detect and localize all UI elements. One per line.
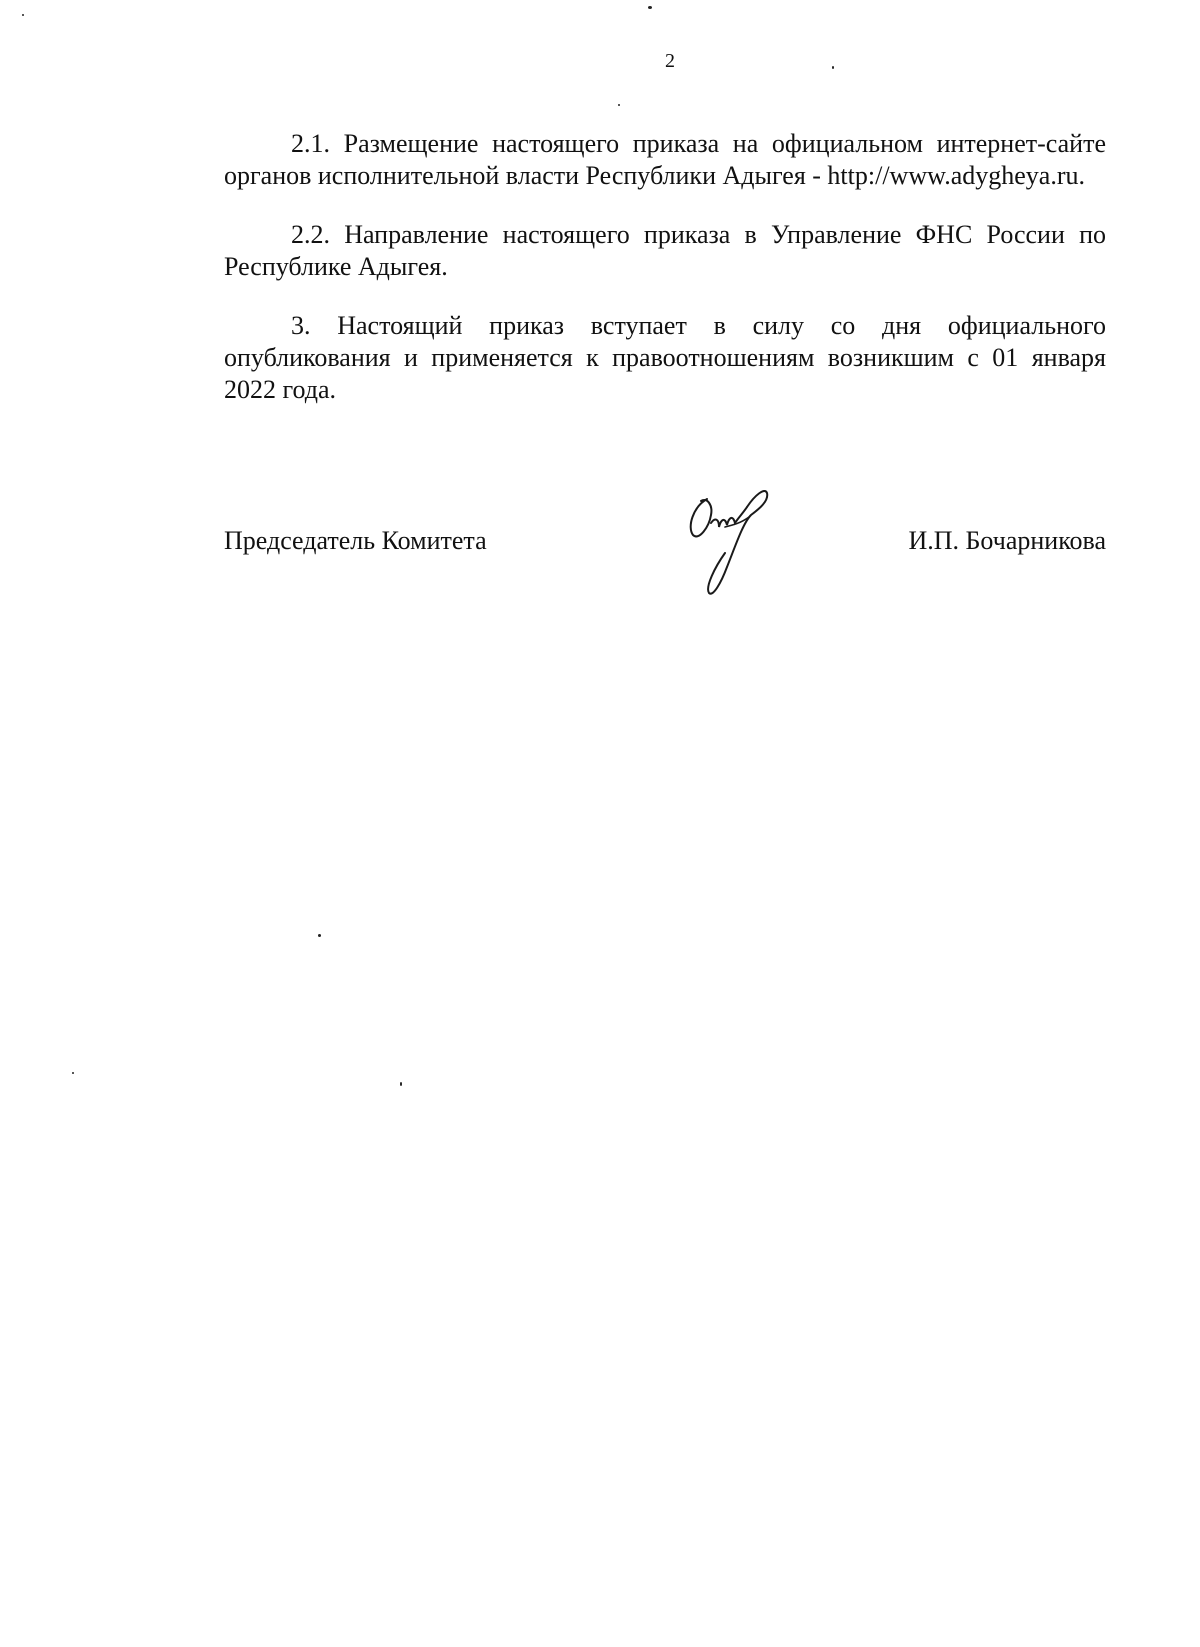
signer-position: Председатель Комитета	[224, 526, 487, 555]
scan-speck	[400, 1082, 402, 1086]
paragraph-2-1: 2.1. Размещение настоящего приказа на официальном интернет-сайте органов исполнительной власти Республики Адыгея - http://www.adygheya.ru.	[224, 129, 1106, 190]
signer-name: И.П. Бочарникова	[908, 526, 1106, 555]
scan-speck	[22, 14, 24, 16]
paragraph-2-2: 2.2. Направление настоящего приказа в Управление ФНС России по Республике Адыгея.	[224, 220, 1106, 281]
scan-speck	[648, 6, 652, 9]
scan-speck	[72, 1072, 74, 1074]
scan-speck	[618, 104, 620, 106]
scan-speck	[318, 934, 321, 937]
document-body	[224, 128, 1106, 406]
paragraph-3: 3. Настоящий приказ вступает в силу со дня официального опубликования и применяется к правоотношениям возникшим с 01 января 2022 года.	[224, 311, 1106, 404]
handwritten-signature	[685, 487, 775, 602]
page-number: 2	[665, 50, 675, 72]
scan-speck	[832, 66, 834, 69]
